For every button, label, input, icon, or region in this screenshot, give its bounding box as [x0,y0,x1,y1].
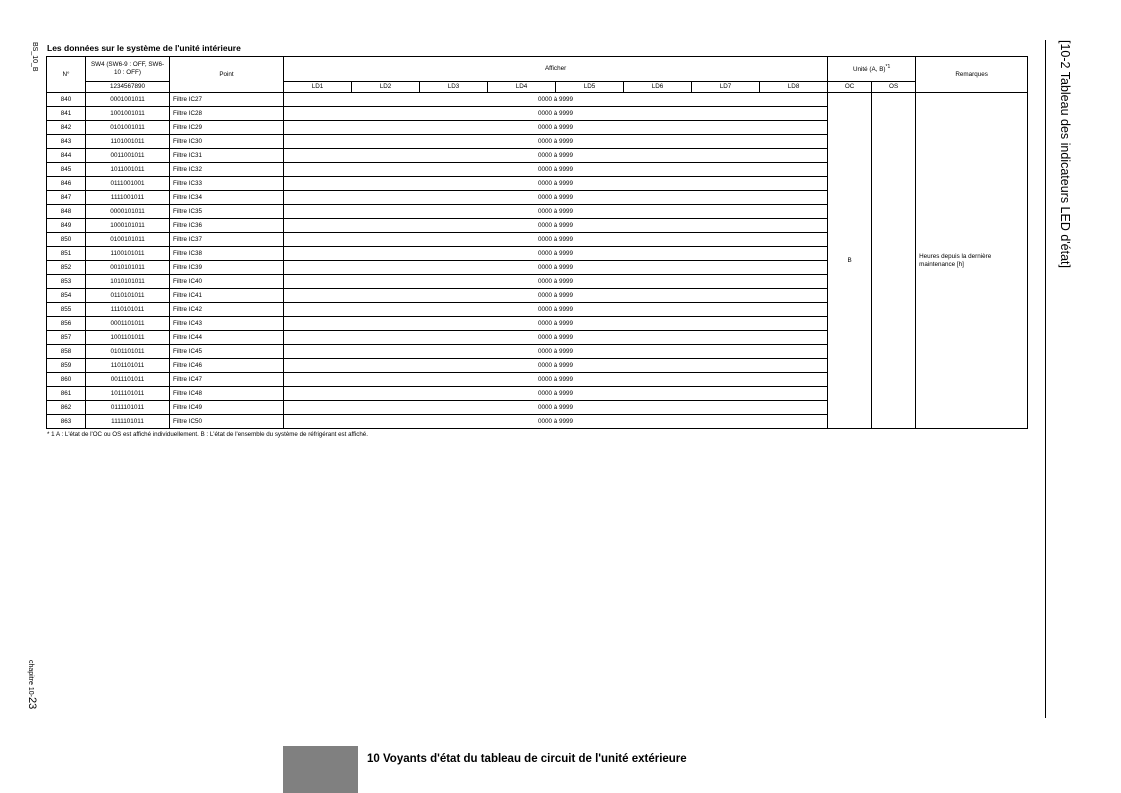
header-ld8: LD8 [760,82,828,93]
merged-os-cell [872,93,916,429]
row-switch-setting: 1110101011 [86,303,170,317]
header-remarks: Remarques [916,57,1028,93]
table-body [47,93,1028,429]
row-display-range: 0000 à 9999 [284,317,828,331]
row-display-range: 0000 à 9999 [284,177,828,191]
row-point: Filtre IC34 [170,191,284,205]
row-no: 854 [47,289,86,303]
row-switch-setting: 1001101011 [86,331,170,345]
row-display-range: 0000 à 9999 [284,191,828,205]
row-switch-setting: 0011101011 [86,373,170,387]
row-switch-setting: 1000101011 [86,219,170,233]
header-display: Afficher [284,57,828,82]
row-no: 851 [47,247,86,261]
row-switch-setting: 1111101011 [86,415,170,429]
row-display-range: 0000 à 9999 [284,135,828,149]
row-point: Filtre IC29 [170,121,284,135]
row-display-range: 0000 à 9999 [284,163,828,177]
header-row-1 [47,57,1028,82]
header-no: N° [47,57,86,93]
header-ld2: LD2 [352,82,420,93]
row-switch-setting: 0101001011 [86,121,170,135]
row-no: 862 [47,401,86,415]
row-display-range: 0000 à 9999 [284,93,828,107]
header-unit-note: *1 [885,64,891,71]
row-switch-setting: 0111001001 [86,177,170,191]
header-unit [828,57,916,82]
row-point: Filtre IC43 [170,317,284,331]
row-display-range: 0000 à 9999 [284,359,828,373]
chapter-label: chapitre 10- [27,660,34,697]
row-no: 856 [47,317,86,331]
merged-remarks-cell: Heures depuis la dernière maintenance [h] [916,93,1028,429]
row-no: 845 [47,163,86,177]
row-switch-setting: 1011001011 [86,163,170,177]
row-display-range: 0000 à 9999 [284,205,828,219]
row-no: 853 [47,275,86,289]
header-unit-label: Unité (A, B) [852,66,886,74]
row-no: 858 [47,345,86,359]
row-switch-setting: 1101001011 [86,135,170,149]
row-display-range: 0000 à 9999 [284,261,828,275]
row-display-range: 0000 à 9999 [284,303,828,317]
data-table [46,56,1028,429]
header-ld6: LD6 [624,82,692,93]
row-no: 860 [47,373,86,387]
row-point: Filtre IC47 [170,373,284,387]
row-point: Filtre IC48 [170,387,284,401]
row-switch-setting: 0001101011 [86,317,170,331]
row-point: Filtre IC40 [170,275,284,289]
header-os: OS [872,82,916,93]
row-point: Filtre IC44 [170,331,284,345]
row-display-range: 0000 à 9999 [284,373,828,387]
section-title: Les données sur le système de l'unité intérieure [47,43,241,53]
row-point: Filtre IC35 [170,205,284,219]
row-switch-setting: 0101101011 [86,345,170,359]
row-no: 842 [47,121,86,135]
side-section-title: [10-2 Tableau des indicateurs LED d'état] [1058,40,1072,268]
row-no: 846 [47,177,86,191]
row-point: Filtre IC37 [170,233,284,247]
row-no: 844 [47,149,86,163]
row-display-range: 0000 à 9999 [284,401,828,415]
table-row [47,93,1028,107]
side-rule [1045,40,1046,718]
row-point: Filtre IC31 [170,149,284,163]
row-switch-setting: 0110101011 [86,289,170,303]
row-point: Filtre IC45 [170,345,284,359]
page-number: 23 [26,696,38,710]
row-display-range: 0000 à 9999 [284,345,828,359]
row-switch-setting: 1001001011 [86,107,170,121]
row-point: Filtre IC42 [170,303,284,317]
footnote: * 1 A : L'état de l'OC ou OS est affiché individuellement. B : L'état de l'ensemble du système de réfrigérant est affiché. [47,431,368,438]
row-no: 861 [47,387,86,401]
row-display-range: 0000 à 9999 [284,219,828,233]
row-no: 841 [47,107,86,121]
row-point: Filtre IC41 [170,289,284,303]
row-point: Filtre IC27 [170,93,284,107]
row-point: Filtre IC33 [170,177,284,191]
row-no: 848 [47,205,86,219]
doc-code: BS_10_B [31,42,38,72]
row-no: 847 [47,191,86,205]
row-no: 843 [47,135,86,149]
row-switch-setting: 0000101011 [86,205,170,219]
row-point: Filtre IC36 [170,219,284,233]
row-no: 863 [47,415,86,429]
row-point: Filtre IC39 [170,261,284,275]
header-sw4-sub: 1234567890 [86,82,170,93]
row-display-range: 0000 à 9999 [284,275,828,289]
row-display-range: 0000 à 9999 [284,233,828,247]
row-switch-setting: 1011101011 [86,387,170,401]
chapter-page-label [26,660,38,709]
row-point: Filtre IC49 [170,401,284,415]
row-display-range: 0000 à 9999 [284,387,828,401]
row-switch-setting: 1111001011 [86,191,170,205]
header-ld4: LD4 [488,82,556,93]
row-display-range: 0000 à 9999 [284,107,828,121]
row-no: 859 [47,359,86,373]
row-switch-setting: 0100101011 [86,233,170,247]
header-point: Point [170,57,284,93]
row-switch-setting: 1101101011 [86,359,170,373]
row-display-range: 0000 à 9999 [284,121,828,135]
row-no: 840 [47,93,86,107]
header-ld5: LD5 [556,82,624,93]
row-display-range: 0000 à 9999 [284,331,828,345]
row-switch-setting: 0111101011 [86,401,170,415]
row-display-range: 0000 à 9999 [284,289,828,303]
row-point: Filtre IC38 [170,247,284,261]
header-ld1: LD1 [284,82,352,93]
footer-tab-block [283,746,358,793]
footer-chapter-title: 10 Voyants d'état du tableau de circuit de l'unité extérieure [367,753,687,765]
row-switch-setting: 0010101011 [86,261,170,275]
row-no: 850 [47,233,86,247]
row-point: Filtre IC32 [170,163,284,177]
row-switch-setting: 0001001011 [86,93,170,107]
row-no: 852 [47,261,86,275]
row-point: Filtre IC50 [170,415,284,429]
row-point: Filtre IC30 [170,135,284,149]
header-ld7: LD7 [692,82,760,93]
header-sw4: SW4 (SW6-9 : OFF, SW6-10 : OFF) [86,57,170,82]
row-switch-setting: 0011001011 [86,149,170,163]
row-no: 855 [47,303,86,317]
header-oc: OC [828,82,872,93]
row-no: 849 [47,219,86,233]
merged-oc-cell: B [828,93,872,429]
row-no: 857 [47,331,86,345]
row-point: Filtre IC28 [170,107,284,121]
row-display-range: 0000 à 9999 [284,247,828,261]
row-point: Filtre IC46 [170,359,284,373]
row-display-range: 0000 à 9999 [284,415,828,429]
row-switch-setting: 1010101011 [86,275,170,289]
row-display-range: 0000 à 9999 [284,149,828,163]
header-ld3: LD3 [420,82,488,93]
row-switch-setting: 1100101011 [86,247,170,261]
